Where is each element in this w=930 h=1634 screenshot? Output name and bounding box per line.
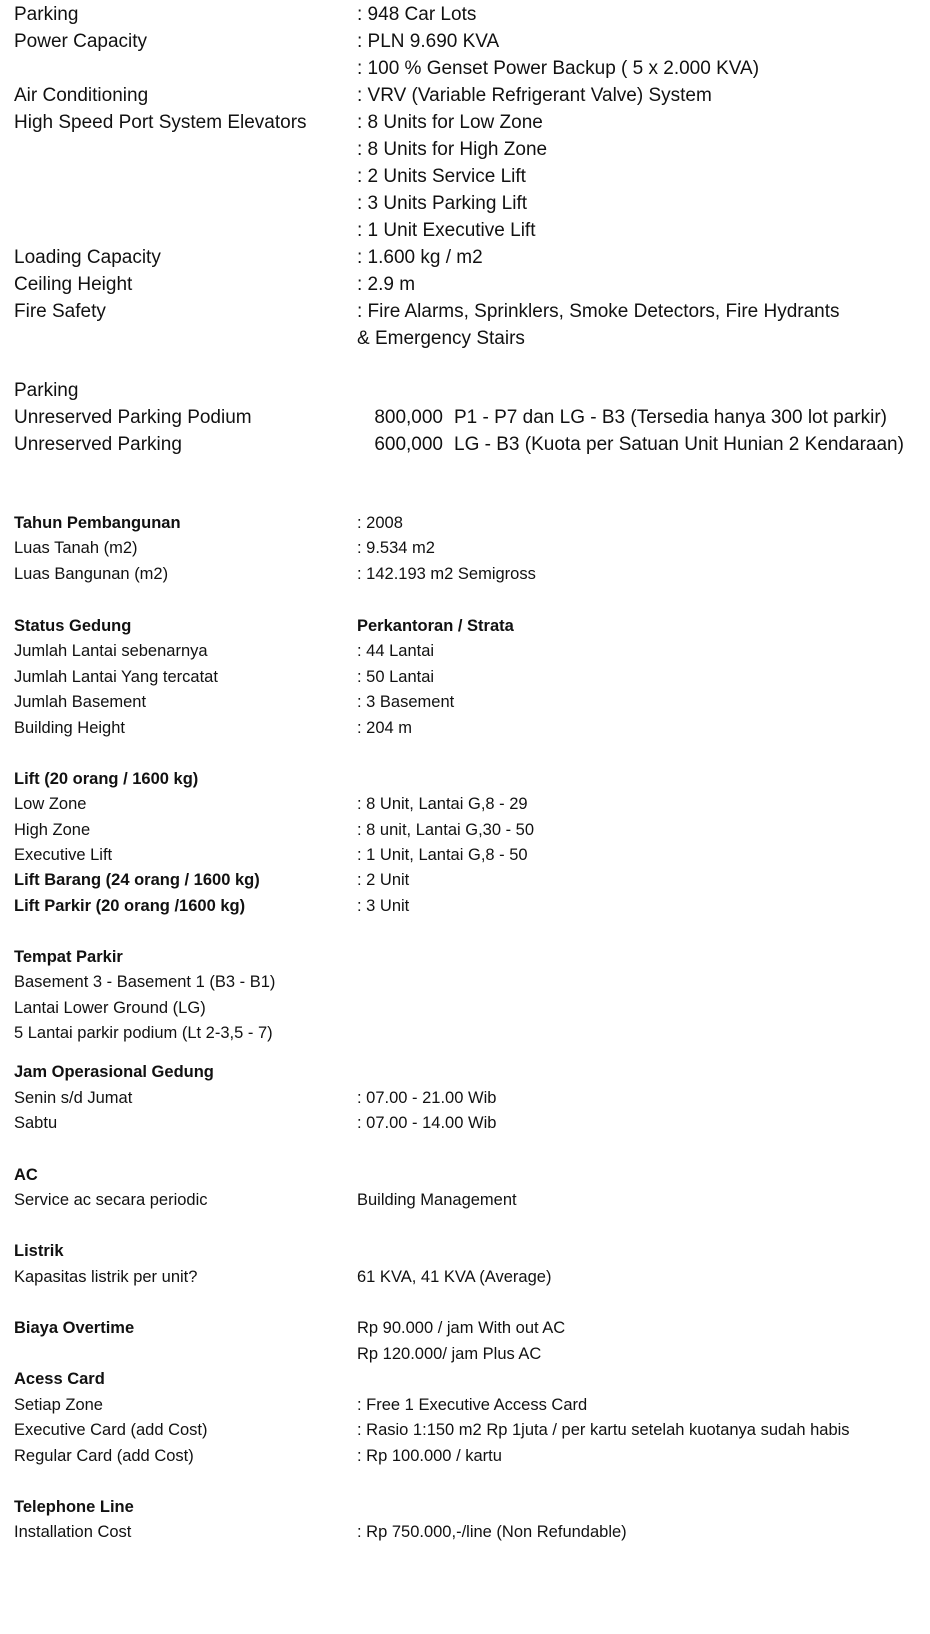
info-value: : 2 Unit	[357, 871, 410, 889]
info-label: Executive Lift	[14, 846, 113, 864]
parking-amount: 800,000	[374, 407, 443, 428]
info-label: Regular Card (add Cost)	[14, 1447, 194, 1465]
parking-description: P1 - P7 dan LG - B3 (Tersedia hanya 300 lot parkir)	[454, 407, 888, 428]
spec-label: Fire Safety	[14, 301, 106, 322]
info-value: : 1 Unit, Lantai G,8 - 50	[357, 846, 528, 864]
spec-label: Parking	[14, 4, 79, 25]
info-label: Biaya Overtime	[14, 1319, 135, 1337]
info-label: Lift Parkir (20 orang /1600 kg)	[14, 897, 246, 915]
info-value: : 8 Unit, Lantai G,8 - 29	[357, 795, 528, 813]
info-label: Basement 3 - Basement 1 (B3 - B1)	[14, 973, 276, 991]
info-value: : Free 1 Executive Access Card	[357, 1396, 588, 1414]
info-label: Service ac secara periodic	[14, 1191, 208, 1209]
info-label: Jam Operasional Gedung	[14, 1063, 214, 1081]
spec-value: : 948 Car Lots	[357, 4, 477, 25]
info-label: Sabtu	[14, 1114, 58, 1132]
info-value: : 07.00 - 14.00 Wib	[357, 1114, 497, 1132]
info-value: : Rp 750.000,-/line (Non Refundable)	[357, 1523, 627, 1541]
info-value: : Rp 100.000 / kartu	[357, 1447, 502, 1465]
info-label: Setiap Zone	[14, 1396, 103, 1414]
spec-label: Power Capacity	[14, 31, 148, 52]
info-value: Perkantoran / Strata	[357, 617, 514, 635]
info-label: Listrik	[14, 1242, 64, 1260]
info-value: : 07.00 - 21.00 Wib	[357, 1089, 497, 1107]
parking-label: Unreserved Parking	[14, 434, 182, 455]
info-label: AC	[14, 1166, 38, 1184]
parking-heading: Parking	[14, 380, 79, 401]
info-value: : 9.534 m2	[357, 539, 435, 557]
spec-value: : 3 Units Parking Lift	[357, 193, 528, 214]
spec-value: : PLN 9.690 KVA	[357, 31, 500, 52]
spec-value: : 1 Unit Executive Lift	[357, 220, 536, 241]
info-label: Jumlah Lantai Yang tercatat	[14, 668, 218, 686]
info-value: : 204 m	[357, 719, 413, 737]
parking-label: Unreserved Parking Podium	[14, 407, 252, 428]
info-value: Rp 120.000/ jam Plus AC	[357, 1345, 542, 1363]
spec-value: : 2.9 m	[357, 274, 416, 295]
info-label: Tahun Pembangunan	[14, 514, 181, 532]
info-label: Luas Bangunan (m2)	[14, 565, 169, 583]
spec-label: Loading Capacity	[14, 247, 161, 268]
info-label: Executive Card (add Cost)	[14, 1421, 208, 1439]
spec-value: : 2 Units Service Lift	[357, 166, 526, 187]
info-value: : Rasio 1:150 m2 Rp 1juta / per kartu setelah kuotanya sudah habis	[357, 1421, 850, 1439]
spec-value: : 1.600 kg / m2	[357, 247, 483, 268]
info-label: High Zone	[14, 821, 91, 839]
info-label: Telephone Line	[14, 1498, 134, 1516]
info-value: : 3 Basement	[357, 693, 455, 711]
info-label: 5 Lantai parkir podium (Lt 2-3,5 - 7)	[14, 1024, 273, 1042]
info-label: Lift Barang (24 orang / 1600 kg)	[14, 871, 260, 889]
spec-label: High Speed Port System Elevators	[14, 112, 307, 133]
info-value: 61 KVA, 41 KVA (Average)	[357, 1268, 552, 1286]
info-label: Lantai Lower Ground (LG)	[14, 999, 206, 1017]
spec-value: : VRV (Variable Refrigerant Valve) System	[357, 85, 712, 106]
info-label: Building Height	[14, 719, 125, 737]
info-value: : 44 Lantai	[357, 642, 435, 660]
info-label: Tempat Parkir	[14, 948, 123, 966]
info-label: Kapasitas listrik per unit?	[14, 1268, 198, 1286]
parking-description: LG - B3 (Kuota per Satuan Unit Hunian 2 Kendaraan)	[454, 434, 904, 455]
info-value: : 50 Lantai	[357, 668, 435, 686]
info-value: : 2008	[357, 514, 403, 532]
info-label: Status Gedung	[14, 617, 132, 635]
info-value: : 3 Unit	[357, 897, 410, 915]
info-label: Jumlah Lantai sebenarnya	[14, 642, 208, 660]
parking-amount: 600,000	[374, 434, 443, 455]
info-label: Acess Card	[14, 1370, 105, 1388]
info-label: Lift (20 orang / 1600 kg)	[14, 770, 199, 788]
info-value: : 8 unit, Lantai G,30 - 50	[357, 821, 535, 839]
info-label: Low Zone	[14, 795, 87, 813]
info-label: Luas Tanah (m2)	[14, 539, 138, 557]
spec-value: : 8 Units for High Zone	[357, 139, 548, 160]
info-label: Jumlah Basement	[14, 693, 147, 711]
info-value: Building Management	[357, 1191, 517, 1209]
info-label: Senin s/d Jumat	[14, 1089, 133, 1107]
spec-value: : 8 Units for Low Zone	[357, 112, 543, 133]
spec-value: : 100 % Genset Power Backup ( 5 x 2.000 KVA)	[357, 58, 760, 79]
spec-value: & Emergency Stairs	[357, 328, 525, 349]
spec-label: Ceiling Height	[14, 274, 133, 295]
info-value: : 142.193 m2 Semigross	[357, 565, 536, 583]
info-label: Installation Cost	[14, 1523, 132, 1541]
info-value: Rp 90.000 / jam With out AC	[357, 1319, 566, 1337]
spec-label: Air Conditioning	[14, 85, 149, 106]
spec-value: : Fire Alarms, Sprinklers, Smoke Detectors, Fire Hydrants	[357, 301, 840, 322]
